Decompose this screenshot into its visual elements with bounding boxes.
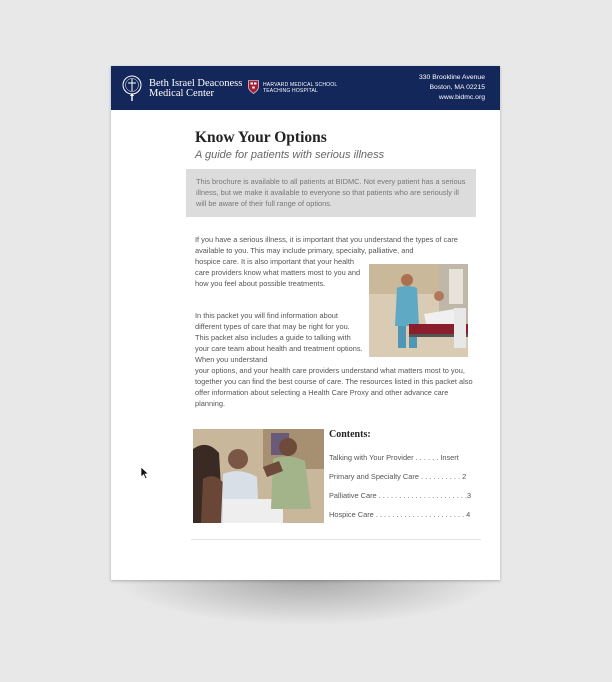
toc-item-palliative[interactable]: Palliative Care . . . . . . . . . . . . . . . . . . . . . .3 <box>329 491 472 500</box>
packet-paragraph-cont: your options, and your health care providers understand what matters most to you, together you can find the best course of care. The resources listed in this packet also offer information about selecting a Health Care Proxy and other advance care planning. <box>195 366 473 408</box>
address-city: Boston, MA 02215 <box>429 84 485 91</box>
website-link[interactable]: www.bidmc.org <box>438 94 485 101</box>
intro-paragraph-start: If you have a serious illness, it is important that you understand the types of care available to you. This may include primary, specialty, palliative, and <box>195 235 458 255</box>
toc-item-talking[interactable]: Talking with Your Provider . . . . . . Insert <box>329 453 459 462</box>
intro-paragraph-cont: hospice care. It is also important that your health care providers know what matters most to you and how you feel about possible treatments. <box>195 257 361 288</box>
hms-affiliation <box>263 82 337 94</box>
org-name-line1: Beth Israel Deaconess <box>149 78 243 89</box>
bidmc-seal-icon <box>121 74 143 102</box>
hms-line2: TEACHING HOSPITAL <box>263 88 318 94</box>
footer-divider <box>191 539 481 540</box>
org-name <box>149 79 242 99</box>
toc-item-hospice[interactable]: Hospice Care . . . . . . . . . . . . . . . . . . . . . . 4 <box>329 510 471 519</box>
address-block <box>419 73 485 103</box>
note-box <box>186 169 476 217</box>
address-street: 330 Brookline Avenue <box>418 74 485 81</box>
contents-title: Contents: <box>329 429 371 440</box>
mouse-pointer-icon <box>140 466 150 480</box>
page-shadow <box>114 578 498 626</box>
page-subtitle: A guide for patients with serious illness <box>195 149 385 161</box>
toc-item-primary[interactable]: Primary and Specialty Care . . . . . . . . . . 2 <box>329 472 467 481</box>
packet-paragraph-start: In this packet you will find information about different types of care that may be right for you. This packet also includes a guide to talking with your care team about health and treatment options. When you understand <box>195 311 363 364</box>
header-bar <box>111 66 500 110</box>
page-title: Know Your Options <box>195 129 327 146</box>
note-text: This brochure is available to all patients at BIDMC. Not every patient has a serious illness, but we make it available to everyone so that patients who are seriously ill will be aware of their full range of options. <box>196 177 466 208</box>
org-name-line2: Medical Center <box>149 88 215 99</box>
hms-line1: HARVARD MEDICAL SCHOOL <box>263 82 338 88</box>
harvard-shield-icon <box>248 80 259 94</box>
family-patient-photo <box>193 429 324 523</box>
brochure-page <box>111 66 500 580</box>
nurse-patient-photo <box>369 264 468 357</box>
